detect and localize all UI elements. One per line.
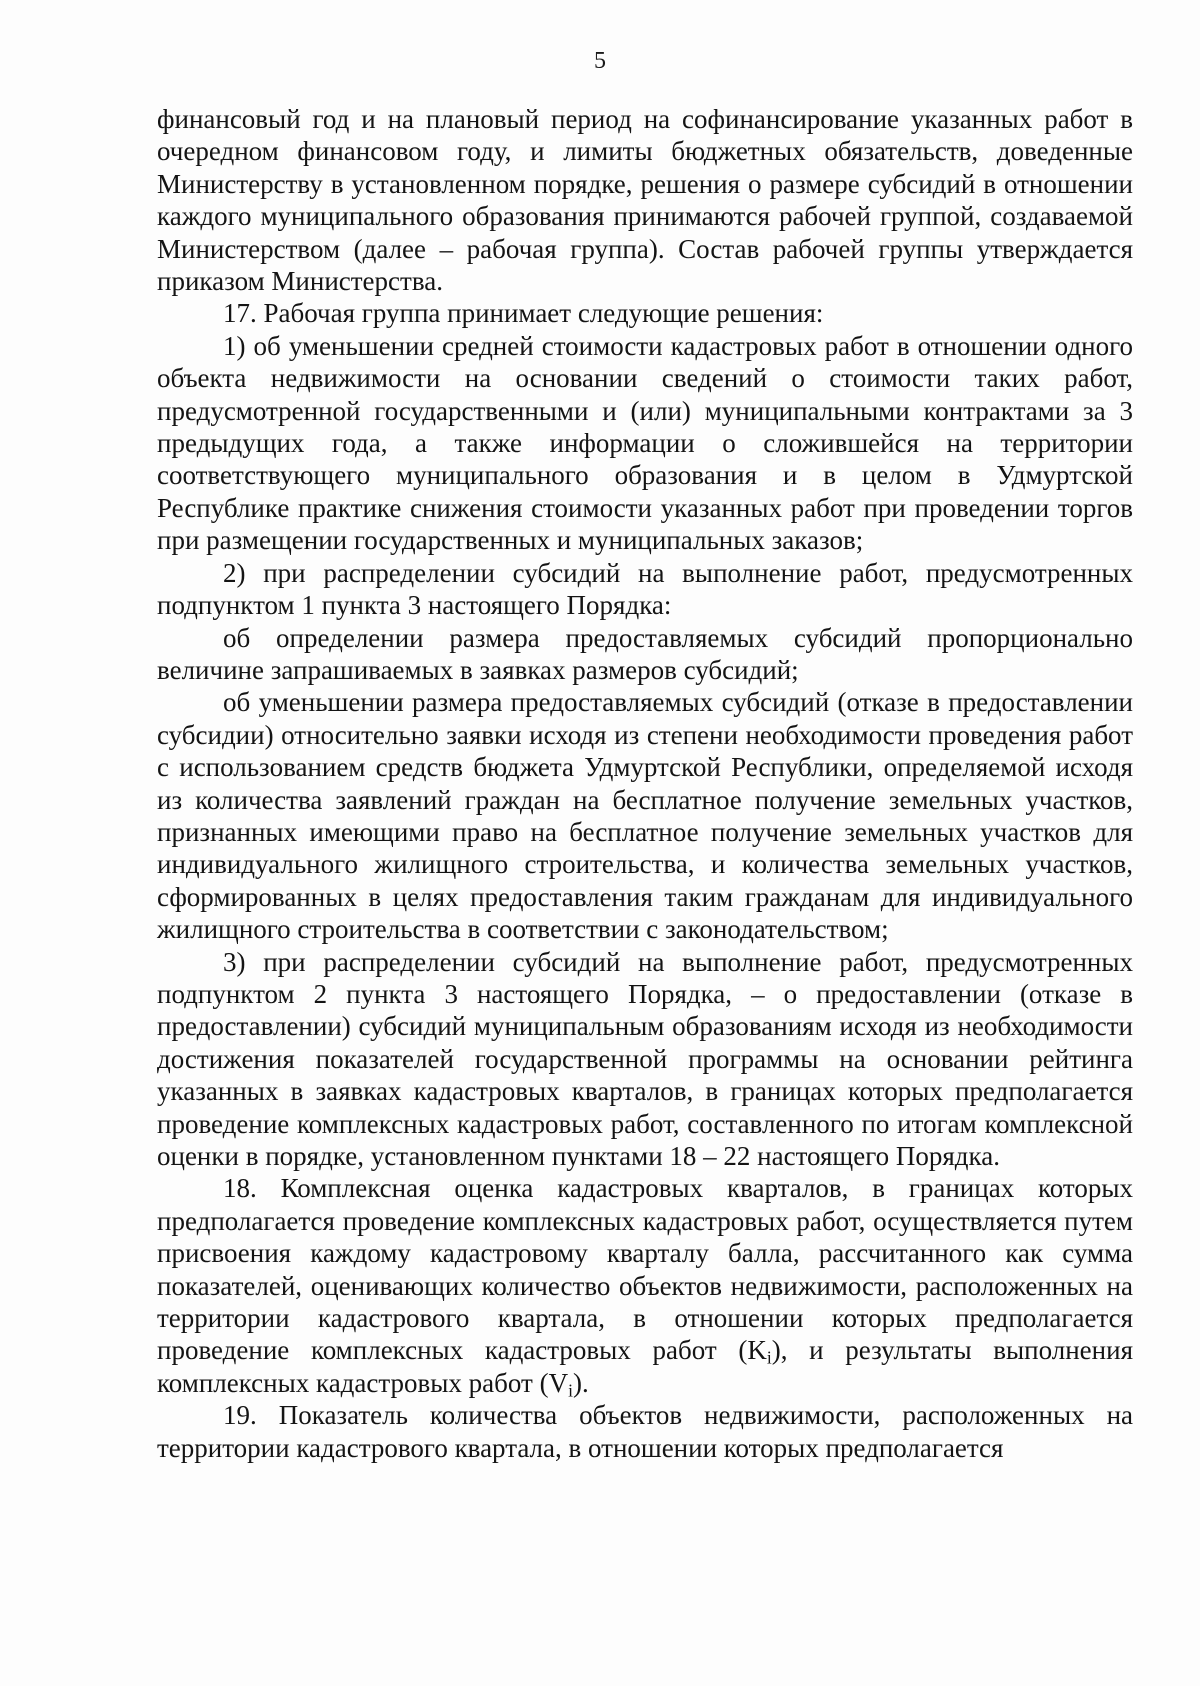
paragraph-subitem-1: 1) об уменьшении средней стоимости кадастровых работ в отношении одного объекта недвижимости на основании сведений о стоимости таких работ, предусмотренной государственными и (или) муниципальными контрактами за 3 предыдущих года, а также информации о сложившейся на территории соответствующего муниципального образования и в целом в Удмуртской Республике практике снижения стоимости указанных работ при проведении торгов при размещении государственных и муниципальных заказов;: [157, 330, 1133, 556]
page-number: 5: [594, 48, 606, 74]
item-18-text-part2: ), и результаты выполнения комплексных кадастровых работ (V: [157, 1335, 1133, 1398]
paragraph-decision-proportional: об определении размера предоставляемых субсидий пропорционально величине запрашиваемых в заявках размеров субсидий;: [157, 622, 1133, 685]
paragraph-subitem-3: 3) при распределении субсидий на выполнение работ, предусмотренных подпунктом 2 пункта 3 настоящего Порядка, – о предоставлении (отказе в предоставлении) субсидий муниципальным образованиям исходя из необходимости достижения показателей государственной программы на основании рейтинга указанных в заявках кадастровых кварталов, в границах которых предполагается проведение комплексных кадастровых работ, составленного по итогам комплексной оценки в порядке, установленном пунктами 18 – 22 настоящего Порядка.: [157, 946, 1133, 1171]
paragraph-item-18: [157, 1172, 1133, 1399]
paragraph-subitem-2: 2) при распределении субсидий на выполнение работ, предусмотренных подпунктом 1 пункта 3 настоящего Порядка:: [157, 557, 1133, 621]
item-18-text-part1: 18. Комплексная оценка кадастровых кварталов, в границах которых предполагается проведение комплексных кадастровых работ, осуществляется путем присвоения каждому кадастровому кварталу балла, рассчитанного как сумма показателей, оценивающих количество объектов недвижимости, расположенных на территории кадастрового квартала, в отношении которых предполагается проведение комплексных кадастровых работ (K: [157, 1173, 1133, 1366]
paragraph-item-19: 19. Показатель количества объектов недвижимости, расположенных на территории кадастрового квартала, в отношении которых предполагается: [157, 1400, 1133, 1463]
paragraph-continuation: финансовый год и на плановый период на софинансирование указанных работ в очередном финансовом году, и лимиты бюджетных обязательств, доведенные Министерству в установленном порядке, решения о размере субсидий в отношении каждого муниципального образования принимаются рабочей группой, создаваемой Министерством (далее – рабочая группа). Состав рабочей группы утверждается приказом Министерства.: [157, 104, 1133, 297]
item-18-text-part3: ).: [572, 1367, 589, 1398]
v-subscript: i: [568, 1380, 573, 1401]
paragraph-item-17: 17. Рабочая группа принимает следующие решения:: [223, 298, 824, 329]
paragraph-decision-reduction: об уменьшении размера предоставляемых субсидий (отказе в предоставлении субсидии) относительно заявки исходя из степени необходимости проведения работ с использованием средств бюджета Удмуртской Республики, определяемой исходя из количества заявлений граждан на бесплатное получение земельных участков, признанных имеющими право на бесплатное получение земельных участков для индивидуального жилищного строительства, и количества земельных участков, сформированных в целях предоставления таким гражданам для индивидуального жилищного строительства в соответствии с законодательством;: [157, 687, 1133, 945]
k-subscript: i: [766, 1347, 772, 1368]
document-body: [157, 103, 1133, 1464]
